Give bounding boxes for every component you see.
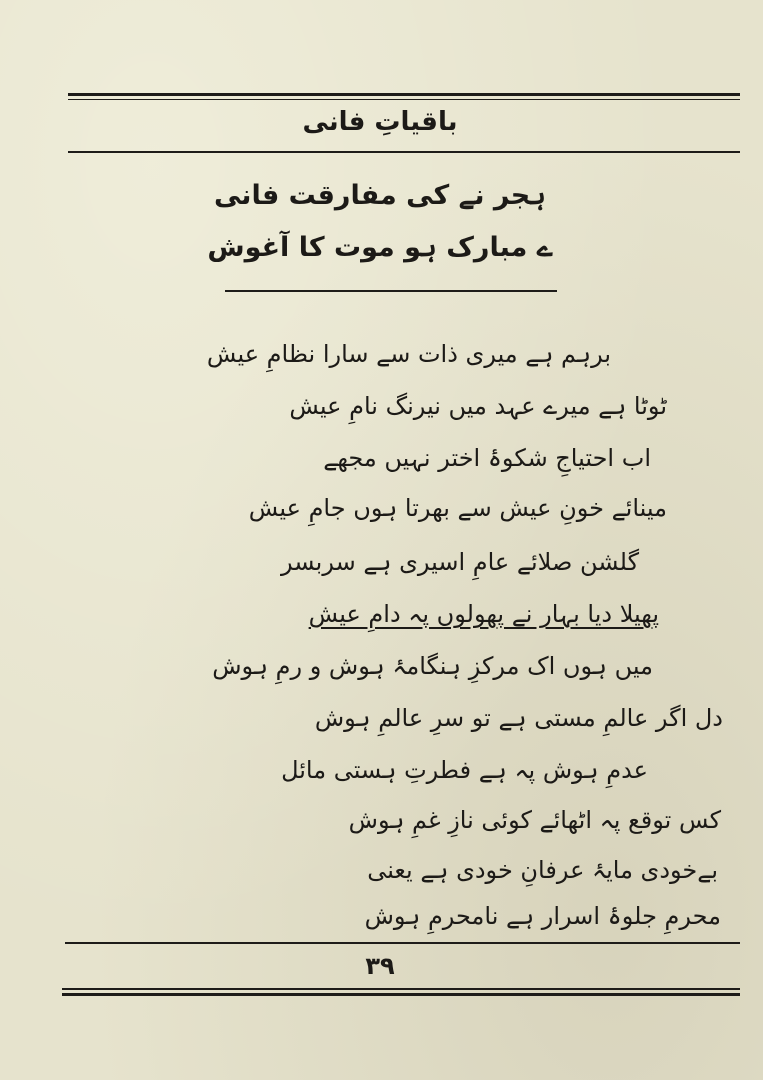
footer-bottom-rule bbox=[62, 988, 740, 990]
verse-line: اب احتیاجِ شکوۂ اختر نہیں مجھے bbox=[323, 444, 651, 472]
verse-line: محرمِ جلوۂ اسرار ہے نامحرمِ ہوش bbox=[364, 902, 721, 930]
header-top-rule-thin bbox=[68, 99, 740, 100]
running-title: باقیاتِ فانی bbox=[302, 107, 458, 137]
verse-line: کس توقع پہ اٹھائے کوئی نازِ غمِ ہوش bbox=[348, 806, 721, 834]
verse-line: گلشن صلائے عامِ اسیری ہے سربسر bbox=[281, 548, 639, 576]
verse-line: برہم ہے میری ذات سے سارا نظامِ عیش bbox=[206, 340, 611, 368]
verse-line: عدمِ ہوش پہ ہے فطرتِ ہستی مائل bbox=[281, 756, 648, 784]
header-bottom-rule bbox=[68, 151, 740, 153]
verse-line: ٹوٹا ہے میرے عہد میں نیرنگ نامِ عیش bbox=[289, 392, 667, 420]
page-number: ۳۹ bbox=[365, 952, 395, 980]
verse-line: دل اگر عالمِ مستی ہے تو سرِ عالمِ ہوش bbox=[314, 704, 723, 732]
footer-top-rule bbox=[65, 942, 740, 944]
verse-line: مینائے خونِ عیش سے بھرتا ہوں جامِ عیش bbox=[248, 494, 667, 522]
verse-line: بےخودی مایۂ عرفانِ خودی ہے یعنی bbox=[367, 856, 718, 884]
poem-title-line-1: ہجر نے کی مفارقت فانی bbox=[213, 180, 546, 211]
footer-bottom-rule-thick bbox=[62, 993, 740, 996]
verse-line: میں ہوں اک مرکزِ ہنگامۂ ہوش و رمِ ہوش bbox=[212, 652, 653, 680]
header-top-rule bbox=[68, 93, 740, 96]
title-separator-rule bbox=[225, 290, 557, 292]
poem-title-line-2: ے مبارک ہو موت کا آغوش bbox=[207, 232, 553, 263]
verse-line: پھیلا دیا بہار نے پھولوں پہ دامِ عیش bbox=[308, 600, 659, 628]
